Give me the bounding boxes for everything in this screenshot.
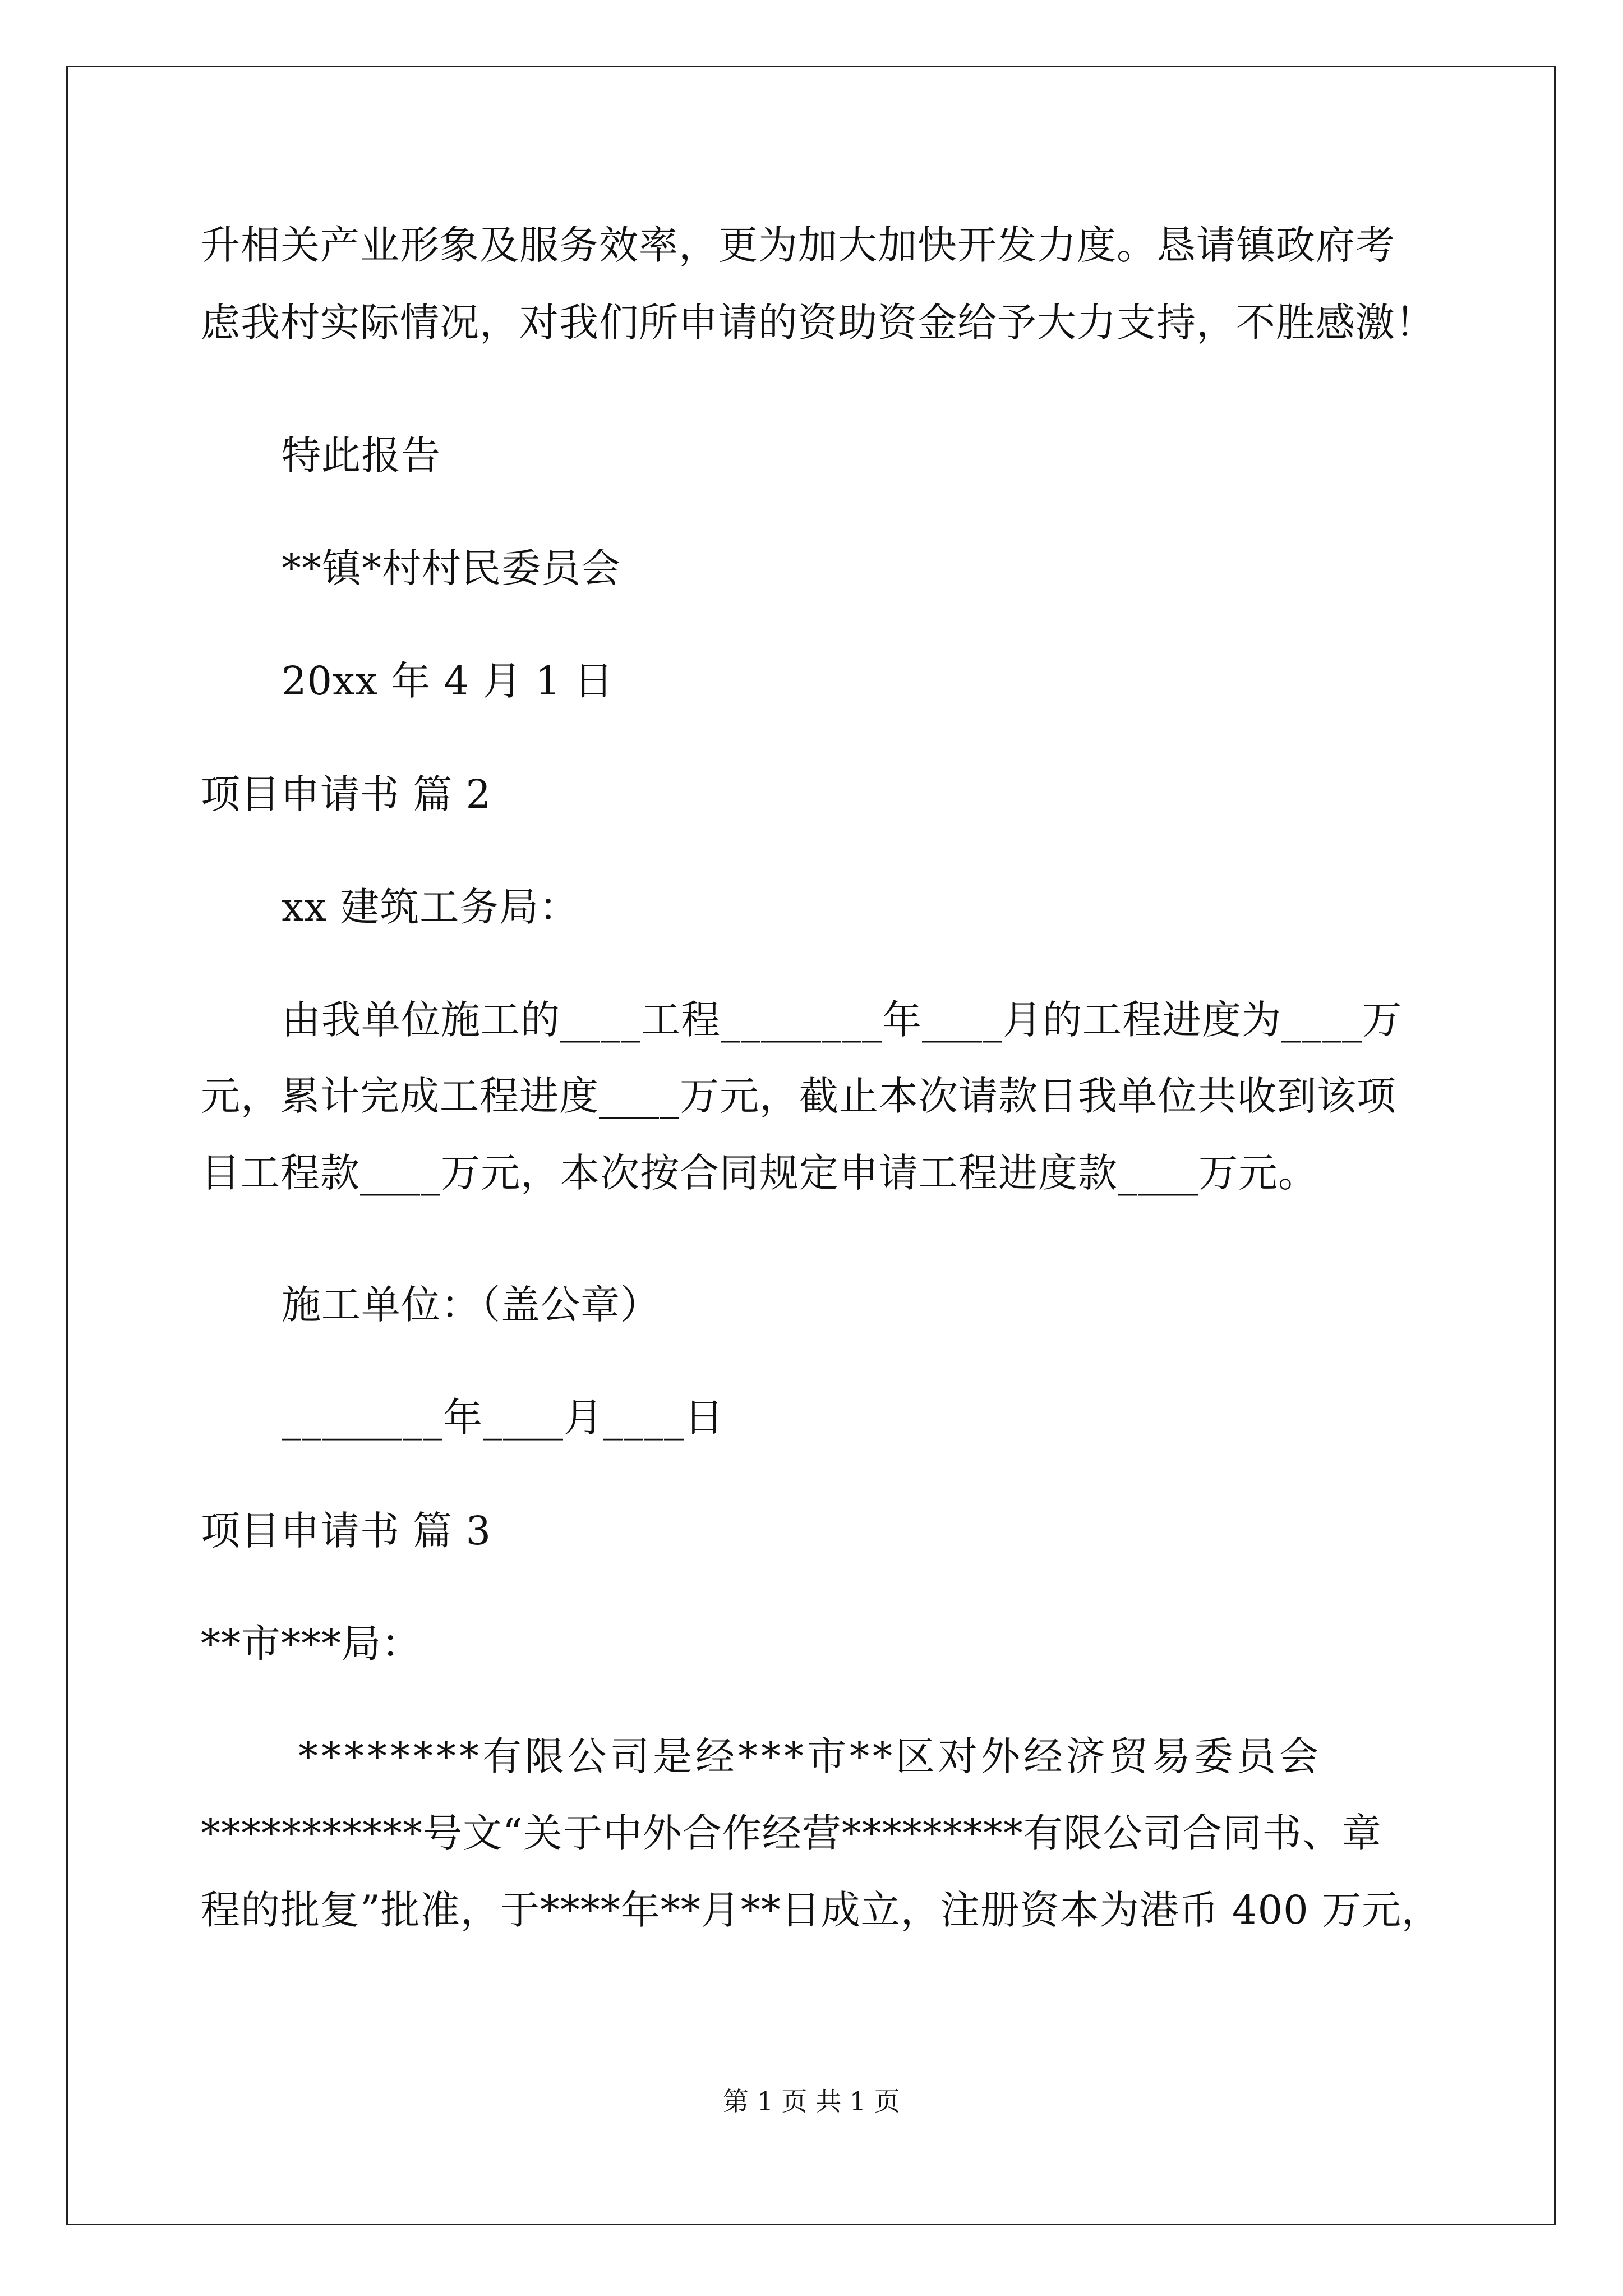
body-line-5: 目工程款____万元，本次按合同规定申请工程进度款____万元。	[201, 1150, 1318, 1196]
body-line-2: 虑我村实际情况，对我们所申请的资助资金给予大力支持，不胜感激！	[201, 300, 1435, 346]
page-footer: 第 1 页 共 1 页	[723, 2086, 900, 2116]
section-heading-3: 项目申请书 篇 3	[201, 1508, 492, 1554]
closing-remark: 特此报告	[282, 432, 441, 478]
addressee-2: xx 建筑工务局：	[282, 884, 579, 930]
body-line-4: 元，累计完成工程进度____万元，截止本次请款日我单位共收到该项	[201, 1073, 1396, 1119]
signature-date: 20xx 年 4 月 1 日	[282, 658, 614, 704]
body-line-7: ***********号文“关于中外合作经营*********有限公司合同书、章	[201, 1810, 1382, 1856]
construction-unit-seal: 施工单位：（盖公章）	[282, 1282, 660, 1328]
body-line-3: 由我单位施工的____工程________年____月的工程进度为____万	[282, 997, 1402, 1043]
addressee-3: **市***局：	[201, 1621, 421, 1667]
section-heading-2: 项目申请书 篇 2	[201, 771, 492, 817]
blank-date: ________年____月____日	[282, 1395, 724, 1441]
signature-org: **镇*村村民委员会	[282, 545, 621, 591]
body-line-8: 程的批复”批准，于****年**月**日成立，注册资本为港币 400 万元，	[201, 1887, 1441, 1933]
body-line-6: ********有限公司是经***市**区对外经济贸易委员会	[298, 1733, 1322, 1779]
body-line-1: 升相关产业形象及服务效率，更为加大加快开发力度。恳请镇政府考	[201, 222, 1395, 268]
